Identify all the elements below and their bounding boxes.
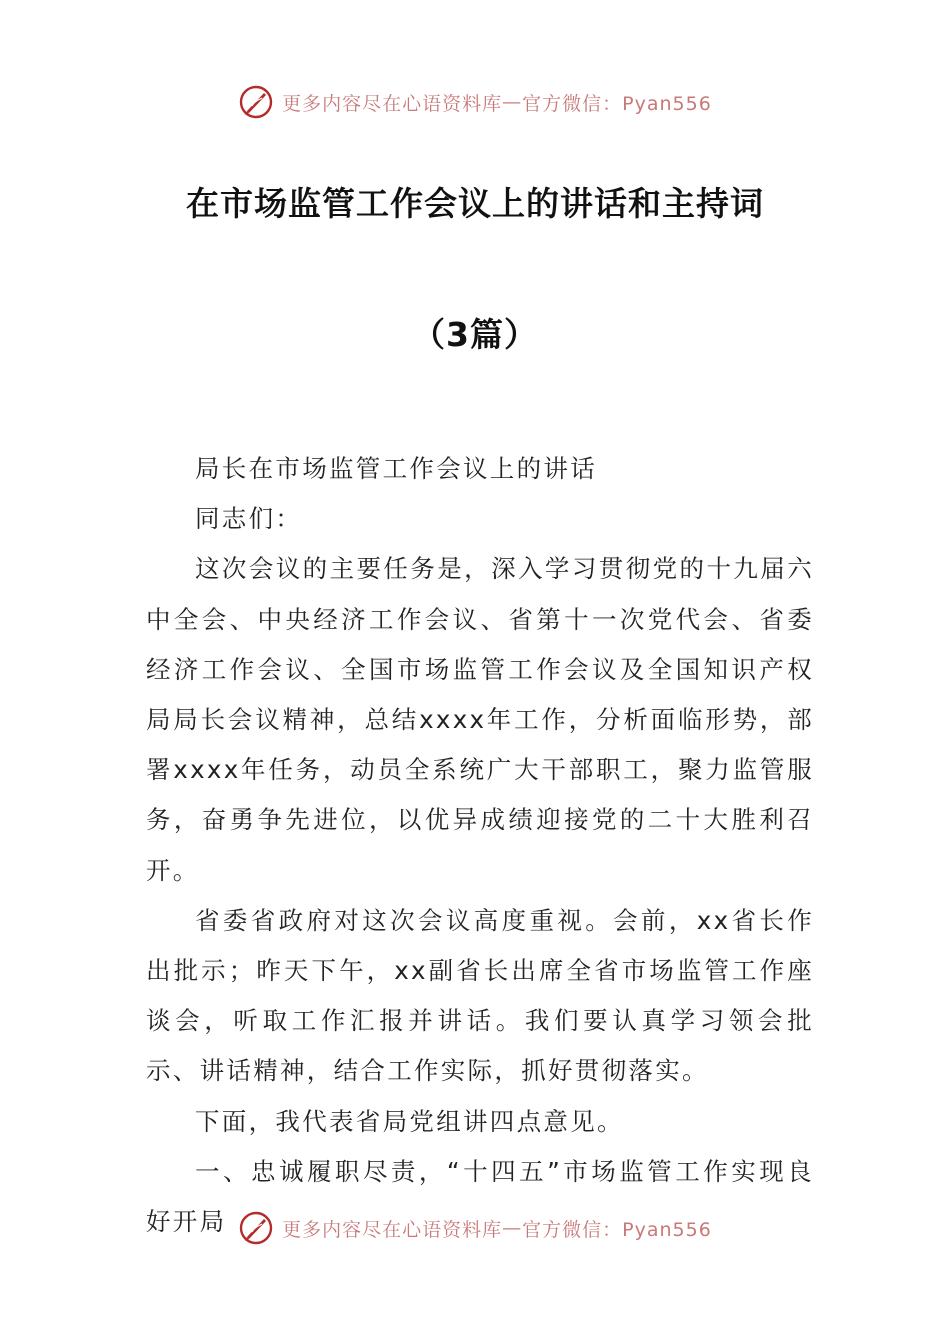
paragraph-government-attention: 省委省政府对这次会议高度重视。会前，xx省长作出批示；昨天下午，xx副省长出席全省市场监管工作座谈会，听取工作汇报并讲话。我们要认真学习领会批示、讲话精神，结合工作实际，抓好贯彻落实。 — [146, 905, 814, 1086]
paragraph-salutation: 同志们： — [195, 504, 303, 534]
banner-contact-text: 官方微信：Pyan556 — [522, 1218, 712, 1241]
banner-main-text: 更多内容尽在心语资料库 — [282, 1218, 503, 1241]
document-title: 在市场监管工作会议上的讲话和主持词 — [186, 184, 764, 223]
paragraph-speech-heading: 局长在市场监管工作会议上的讲话 — [195, 454, 597, 483]
banner-contact-text: 官方微信：Pyan556 — [522, 92, 712, 115]
paragraph-section-one-heading: 一、忠诚履职尽责，“十四五”市场监管工作实现良好开局 — [146, 1156, 814, 1237]
header-banner — [0, 82, 950, 122]
banner-main-text: 更多内容尽在心语资料库 — [282, 92, 503, 115]
document-subtitle: （3篇） — [412, 315, 538, 354]
quill-pen-logo-icon — [238, 84, 274, 120]
paragraph-four-points: 下面，我代表省局党组讲四点意见。 — [195, 1106, 624, 1136]
document-body — [146, 444, 814, 1247]
banner-dash: — — [502, 1217, 523, 1239]
footer-banner — [0, 1208, 950, 1248]
paragraph-meeting-tasks: 这次会议的主要任务是，深入学习贯彻党的十九届六中全会、中央经济工作会议、省第十一次党代会、省委经济工作会议、全国市场监管工作会议及全国知识产权局局长会议精神，总结xxxx年工作，分析面临形势，部署xxxx年任务，动员全系统广大干部职工，聚力监管服务，奋勇争先进位，以优异成绩迎接党的二十大胜利召开。 — [146, 554, 814, 885]
banner-dash: — — [502, 91, 523, 113]
quill-pen-logo-icon — [238, 1210, 274, 1246]
